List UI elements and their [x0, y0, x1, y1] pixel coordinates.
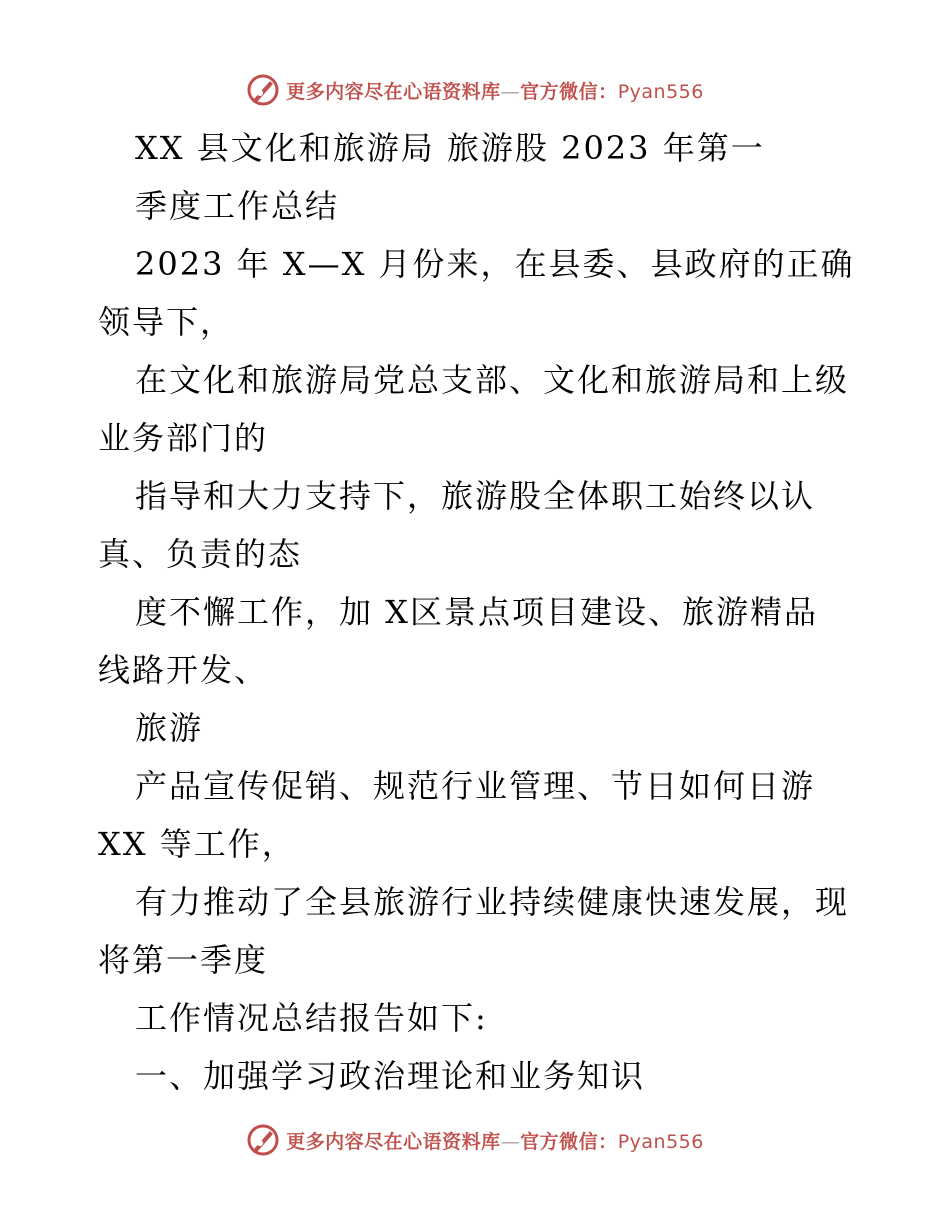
watermark-banner-top — [0, 70, 950, 110]
watermark-dash: — — [500, 80, 521, 103]
watermark-content — [246, 1123, 704, 1157]
watermark-text — [286, 1127, 704, 1154]
paragraph-line: 指导和大力支持下，旅游股全体职工始终以认 — [135, 477, 816, 515]
paragraph-line: 领导下， — [98, 303, 235, 341]
paragraph-line: 产品宣传促销、规范行业管理、节日如何日游 — [135, 767, 816, 805]
paragraph-line: 工作情况总结报告如下: — [135, 999, 488, 1037]
paragraph-line: 真、负责的态 — [98, 535, 303, 573]
pen-logo-icon — [246, 1123, 280, 1157]
section-heading: 一、加强学习政治理论和业务知识 — [135, 1057, 646, 1095]
pen-logo-icon — [246, 73, 280, 107]
watermark-official-label: 官方微信： — [520, 1130, 618, 1153]
paragraph-line: 业务部门的 — [98, 419, 269, 457]
paragraph-line: 线路开发、 — [98, 651, 269, 689]
watermark-slogan: 更多内容尽在心语资料库 — [286, 80, 501, 103]
paragraph-line: 有力推动了全县旅游行业持续健康快速发展，现 — [135, 883, 850, 921]
paragraph-line: 度不懈工作，加 X区景点项目建设、旅游精品 — [135, 593, 818, 631]
paragraph-line: 将第一季度 — [98, 941, 269, 979]
watermark-slogan: 更多内容尽在心语资料库 — [286, 1130, 501, 1153]
doc-title-line-1: XX 县文化和旅游局 旅游股 2023 年第一 — [135, 129, 765, 167]
paragraph-line: XX 等工作， — [98, 825, 296, 863]
paragraph-line: 2023 年 X—X 月份来，在县委、县政府的正确 — [135, 245, 855, 283]
doc-title-line-2: 季度工作总结 — [135, 187, 340, 225]
watermark-account: Pyan556 — [617, 80, 704, 103]
paragraph-line: 旅游 — [135, 709, 204, 747]
watermark-dash: — — [500, 1130, 521, 1153]
watermark-content — [246, 73, 704, 107]
paragraph-line: 在文化和旅游局党总支部、文化和旅游局和上级 — [135, 361, 850, 399]
watermark-account: Pyan556 — [617, 1130, 704, 1153]
watermark-official-label: 官方微信： — [520, 80, 618, 103]
watermark-text — [286, 77, 704, 104]
watermark-banner-bottom — [0, 1120, 950, 1160]
